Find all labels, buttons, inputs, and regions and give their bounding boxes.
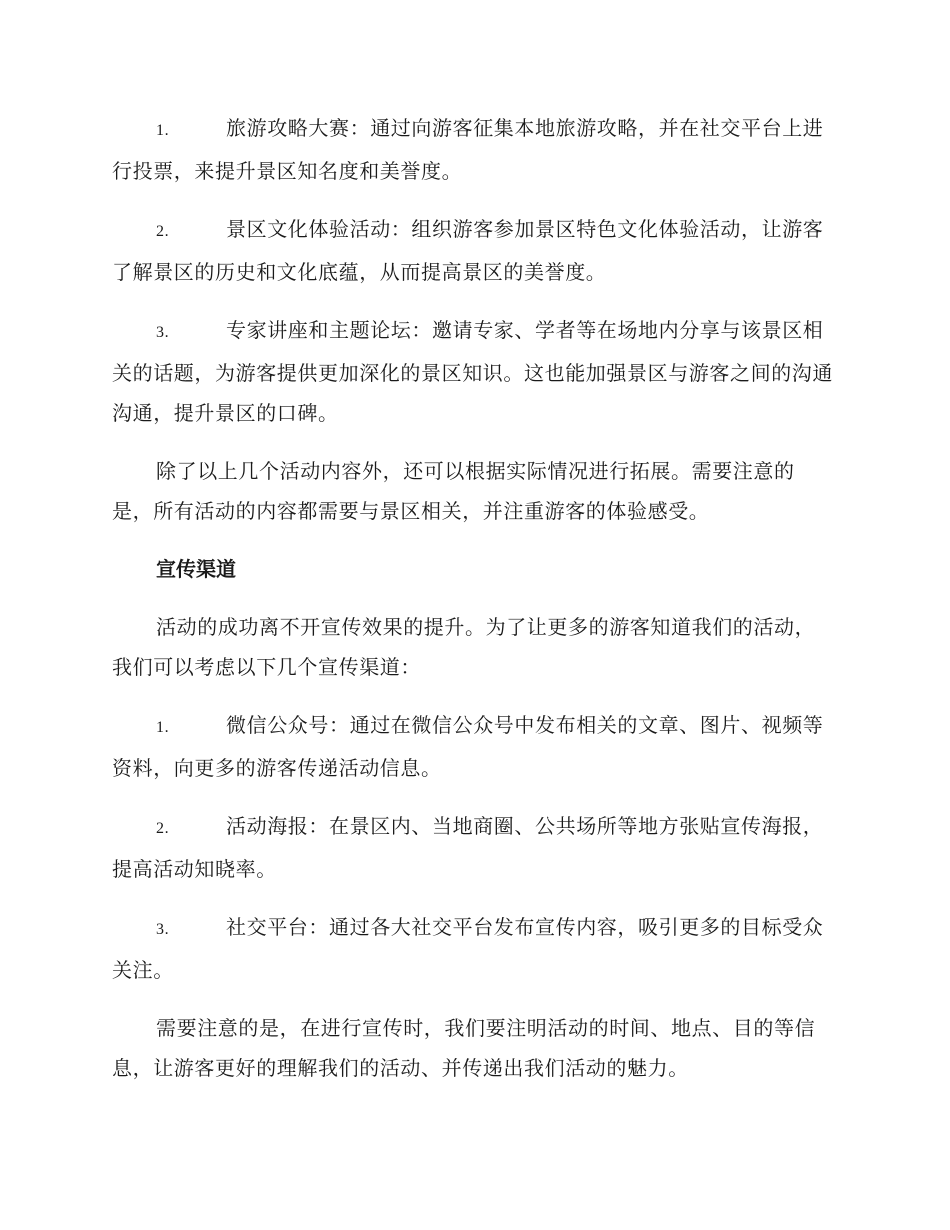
list-item (112, 310, 834, 433)
closing-paragraph: 除了以上几个活动内容外，还可以根据实际情况进行拓展。需要注意的是，所有活动的内容都需要与景区相关，并注重游客的体验感受。 (112, 459, 795, 523)
list-number: 3. (156, 324, 170, 341)
list-item-text: 社交平台：通过各大社交平台发布宣传内容，吸引更多的目标受众关注。 (112, 915, 824, 982)
closing-paragraph: 需要注意的是，在进行宣传时，我们要注明活动的时间、地点、目的等信息，让游客更好的理解我们的活动、并传递出我们活动的魅力。 (112, 1016, 816, 1080)
list-item (112, 705, 834, 788)
list-item-text: 景区文化体验活动：组织游客参加景区特色文化体验活动，让游客了解景区的历史和文化底蕴，从而提高景区的美誉度。 (112, 217, 824, 284)
list-number: 2. (156, 820, 170, 837)
list-item (112, 806, 834, 889)
list-item-text: 专家讲座和主题论坛：邀请专家、学者等在场地内分享与该景区相关的话题，为游客提供更加深化的景区知识。这也能加强景区与游客之间的沟通沟通，提升景区的口碑。 (112, 318, 833, 425)
intro-paragraph: 活动的成功离不开宣传效果的提升。为了让更多的游客知道我们的活动，我们可以考虑以下几个宣传渠道： (112, 615, 816, 679)
list-number: 1. (156, 122, 170, 139)
list-item-text: 活动海报：在景区内、当地商圈、公共场所等地方张贴宣传海报，提高活动知晓率。 (112, 814, 824, 881)
list-number: 1. (156, 719, 170, 736)
list-item (112, 209, 834, 292)
list-number: 2. (156, 223, 170, 240)
list-item (112, 108, 834, 191)
list-item (112, 907, 834, 990)
document-page (112, 108, 834, 1106)
section-heading: 宣传渠道 (156, 557, 236, 581)
list-item-text: 旅游攻略大赛：通过向游客征集本地旅游攻略，并在社交平台上进行投票，来提升景区知名度和美誉度。 (112, 116, 824, 183)
list-number: 3. (156, 921, 170, 938)
list-item-text: 微信公众号：通过在微信公众号中发布相关的文章、图片、视频等资料，向更多的游客传递活动信息。 (112, 713, 824, 780)
